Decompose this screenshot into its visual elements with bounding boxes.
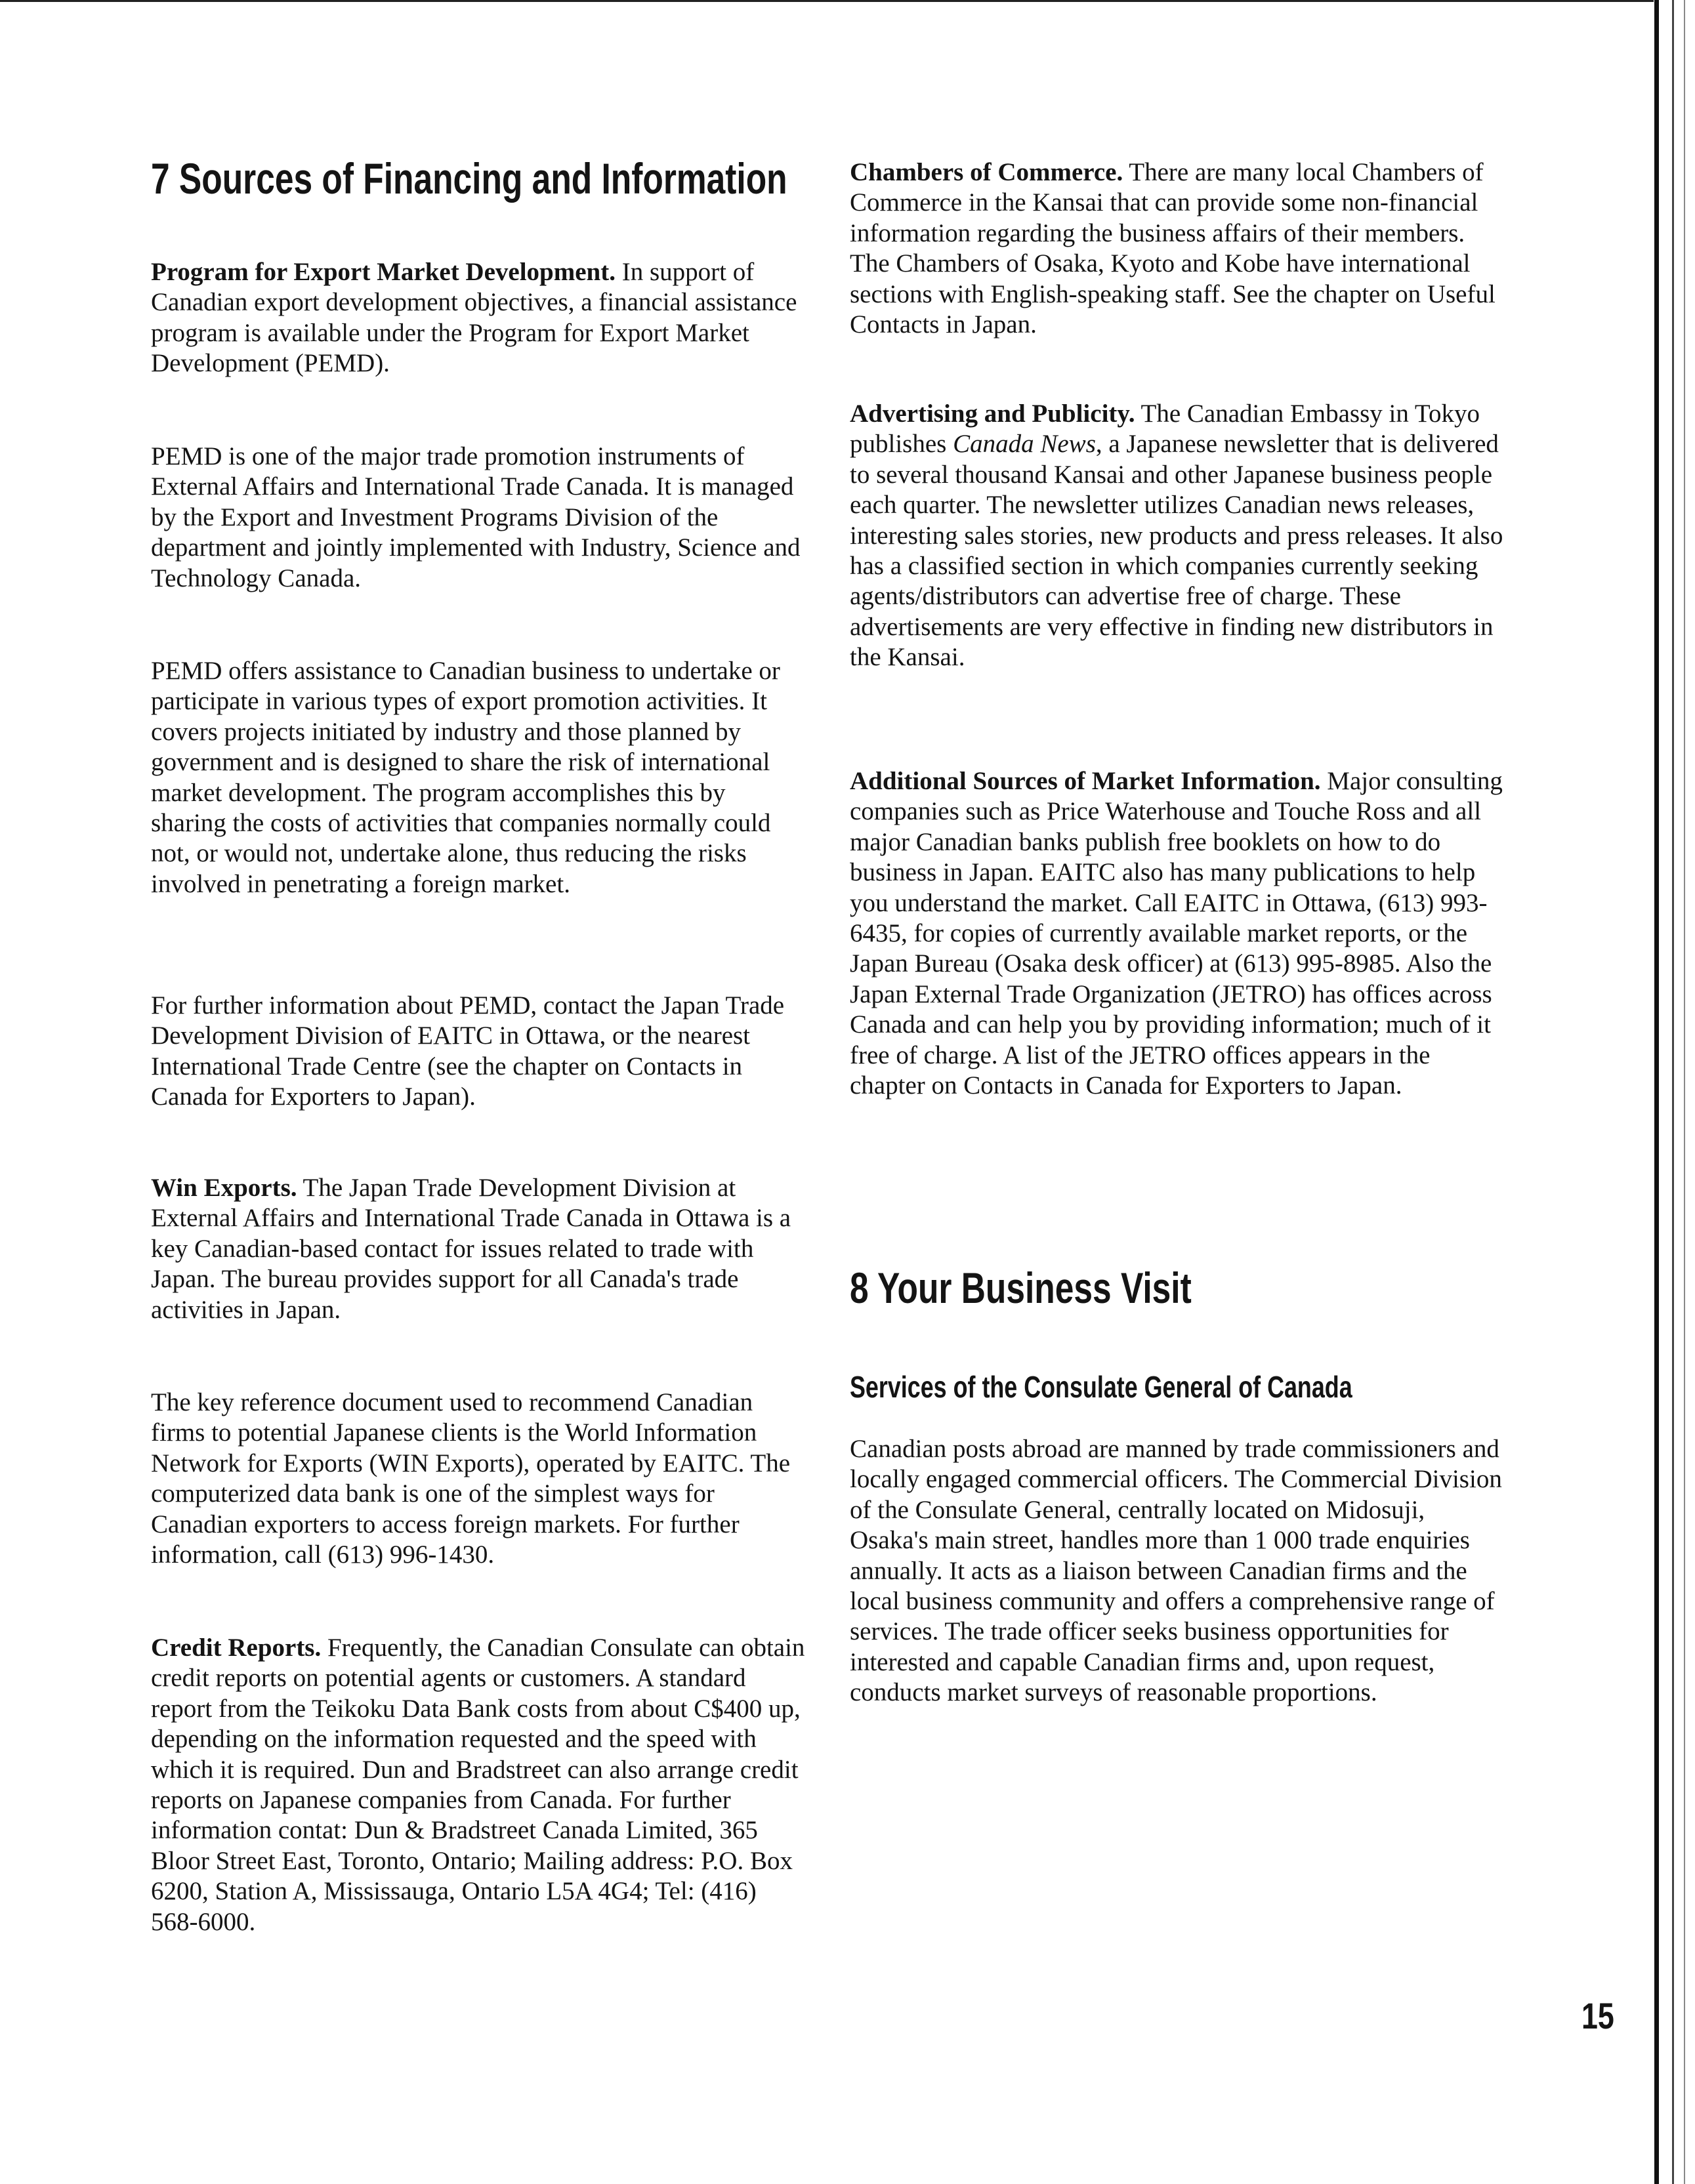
pemd-paragraph-4: For further information about PEMD, contact the Japan Trade Development Division of EAITC in Ottawa, or the nearest International Trade Centre (see the chapter on Contacts in Canada for Exporters to Japan). — [151, 991, 785, 1111]
chapter-8-title: 8 Your Business Visit — [850, 1264, 1192, 1312]
additional-sources-text: Major consulting companies such as Price Waterhouse and Touche Ross and all major Canadian banks publish free booklets on how to do business in Japan. EAITC also has many publications to help you understand the market. Call EAITC in Ottawa, (613) 993-6435, for copies of currently available market reports, or the Japan Bureau (Osaka desk officer) at (613) 995-8985. Also the Japan External Trade Organization (JETRO) has offices across Canada and can help you by providing information; much of it free of charge. A list of the JETRO offices appears in the chapter on Contacts in Canada for Exporters to Japan. — [850, 767, 1503, 1100]
pemd-intro-text: In support of Canadian export development objectives, a financial assistance program is available under the Program for Export Market Development (PEMD). — [151, 258, 797, 378]
chambers-paragraph — [850, 157, 1506, 340]
pemd-paragraph-3: PEMD offers assistance to Canadian business to undertake or participate in various types of export promotion activities. It covers projects initiated by industry and those planned by government and is designed to share the risk of international market development. The program accomplishes this by sharing the costs of activities that companies normally could not, or would not, undertake alone, thus reducing the risks involved in penetrating a foreign market. — [151, 657, 780, 898]
advertising-text-b: , a Japanese newsletter that is delivered to several thousand Kansai and other Japanese business people each quarter. The newsletter utilizes Canadian news releases, interesting sales stories, new products and press releases. It also has a classified section in which companies currently seeking agents/distributors can advertise free of charge. These advertisements are very effective in finding new distributors in the Kansai. — [850, 430, 1503, 672]
credit-reports-text: Frequently, the Canadian Consulate can obtain credit reports on potential agents or customers. A standard report from the Teikoku Data Bank costs from about C$400 up, depending on the information requested and the speed with which it is required. Dun and Bradstreet can also arrange credit reports on Japanese companies from Canada. For further information contat: Dun & Bradstreet Canada Limited, 365 Bloor Street East, Toronto, Ontario; Mailing address: P.O. Box 6200, Station A, Mississauga, Ontario L5A 4G4; Tel: (416) 568-6000. — [151, 1634, 805, 1936]
win-exports-paragraph-2: The key reference document used to recommend Canadian firms to potential Japanese clients is the World Information Network for Exports (WIN Exports), operated by EAITC. The computerized data bank is one of the simplest ways for Canadian exporters to access foreign markets. For further information, call (613) 996-1430. — [151, 1388, 791, 1569]
chapter-7-title: 7 Sources of Financing and Information — [151, 154, 787, 203]
credit-reports-paragraph — [151, 1633, 807, 1937]
right-scan-edge — [1684, 0, 1685, 2184]
publication-title: Canada News — [953, 430, 1096, 459]
page-number: 15 — [1581, 1995, 1614, 2036]
chambers-text: There are many local Chambers of Commerce in the Kansai that can provide some non-financial information regarding the business affairs of their members. The Chambers of Osaka, Kyoto and Kobe have international sections with English-speaking staff. See the chapter on Useful Contacts in Japan. — [850, 158, 1496, 339]
advertising-heading: Advertising and Publicity. — [850, 400, 1135, 428]
pemd-heading: Program for Export Market Development. — [151, 258, 616, 286]
top-border-rule — [0, 0, 1654, 2]
advertising-text-a: The Canadian Embassy in Tokyo publishes — [850, 400, 1480, 459]
right-scan-edge — [1654, 0, 1659, 2184]
advertising-paragraph — [850, 399, 1506, 673]
pemd-intro-paragraph — [151, 257, 807, 379]
additional-sources-paragraph — [850, 766, 1506, 1101]
chambers-heading: Chambers of Commerce. — [850, 158, 1123, 186]
win-exports-paragraph — [151, 1173, 807, 1325]
right-scan-edge — [1672, 0, 1674, 2184]
win-exports-heading: Win Exports. — [151, 1174, 297, 1202]
consulate-services-paragraph: Canadian posts abroad are manned by trade commissioners and locally engaged commercial officers. The Commercial Division of the Consulate General, centrally located on Midosuji, Osaka's main street, handles more than 1 000 trade enquiries annually. It acts as a liaison between Canadian firms and the local business community and offers a comprehensive range of services. The trade officer seeks business opportunities for interested and capable Canadian firms and, upon request, conducts market surveys of reasonable proportions. — [850, 1435, 1502, 1707]
credit-reports-heading: Credit Reports. — [151, 1634, 322, 1662]
consulate-services-subtitle: Services of the Consulate General of Canada — [850, 1370, 1352, 1404]
win-exports-text: The Japan Trade Development Division at External Affairs and International Trade Canada in Ottawa is a key Canadian-based contact for issues related to trade with Japan. The bureau provides support for all Canada's trade activities in Japan. — [151, 1174, 791, 1324]
pemd-paragraph-2: PEMD is one of the major trade promotion instruments of External Affairs and International Trade Canada. It is managed by the Export and Investment Programs Division of the department and jointly implemented with Industry, Science and Technology Canada. — [151, 442, 801, 592]
additional-sources-heading: Additional Sources of Market Information. — [850, 767, 1321, 795]
